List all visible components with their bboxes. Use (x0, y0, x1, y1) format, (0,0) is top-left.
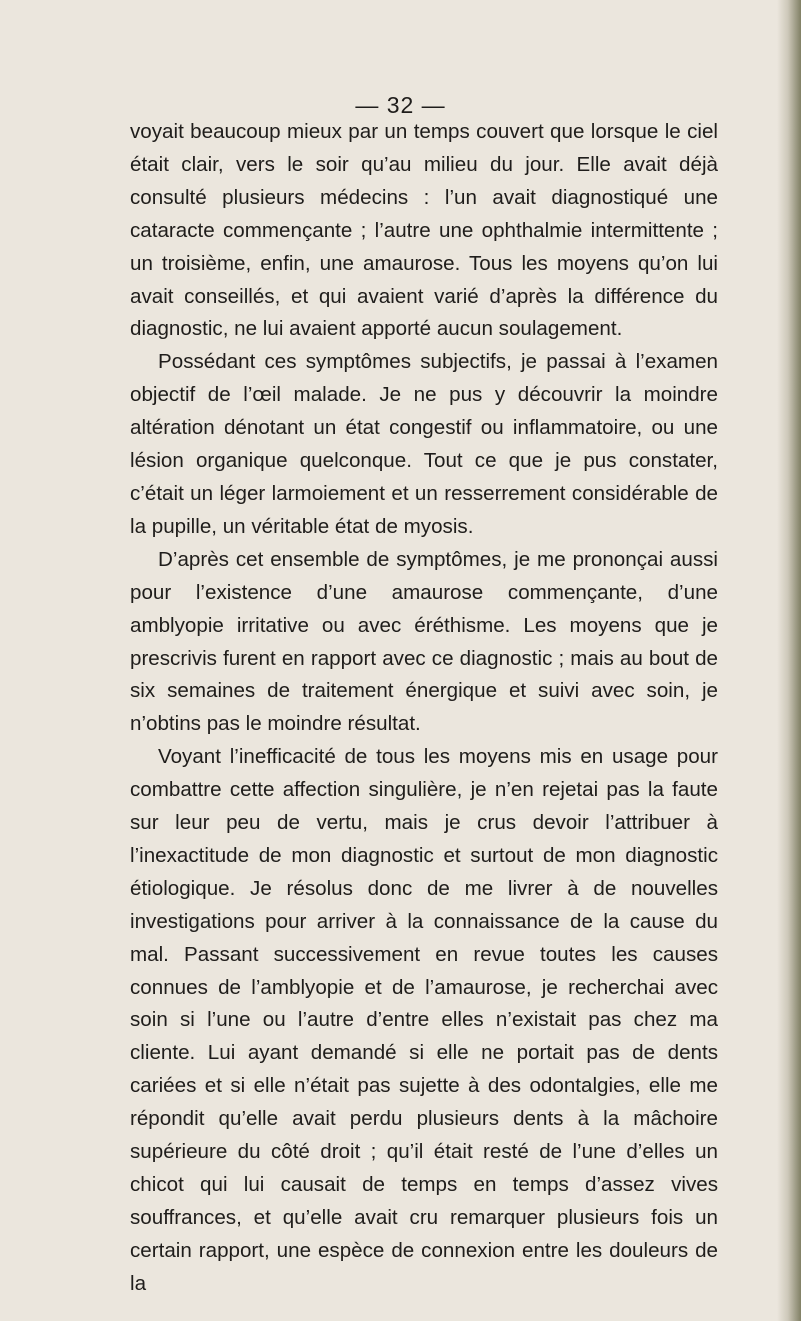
paragraph-continuation: voyait beaucoup mieux par un temps couvert que lorsque le ciel était clair, vers le soir qu’au milieu du jour. Elle avait déjà consulté plusieurs médecins : l’un avait diagnostiqué une cataracte commençante ; l’autre une ophthalmie intermittente ; un troisième, enfin, une amaurose. Tous les moyens qu’on lui avait conseillés, et qui avaient varié d’après la différence du diagnostic, ne lui avaient apporté aucun soulagement. (130, 120, 718, 341)
page-edge-shadow (777, 0, 801, 1321)
paragraph-investigation: Voyant l’inefficacité de tous les moyens mis en usage pour combattre cette affection singulière, je n’en rejetai pas la faute sur leur peu de vertu, mais je crus devoir l’attribuer à l’inexactitude de mon diagnostic et surtout de mon diagnostic étiologique. Je résolus donc de me livrer à de nouvelles investigations pour arriver à la connaissance de la cause du mal. Passant successivement en revue toutes les causes connues de l’amblyopie et de l’amaurose, je recherchai avec soin si l’une ou l’autre d’entre elles n’existait pas chez ma cliente. Lui ayant demandé si elle ne portait pas de dents cariées et si elle n’était pas sujette à des odontalgies, elle me répondit qu’elle avait perdu plusieurs dents à la mâchoire supérieure du côté droit ; qu’il était resté de l’une d’elles un chicot qui lui causait de temps en temps d’assez vives souffrances, et qu’elle avait cru remarquer plusieurs fois un certain rapport, une espèce de connexion entre les douleurs de la (130, 745, 718, 1295)
paragraph-diagnosis: D’après cet ensemble de symptômes, je me prononçai aussi pour l’existence d’une amaurose commençante, d’une amblyopie irritative ou avec éréthisme. Les moyens que je prescrivis furent en rapport avec ce diagnostic ; mais au bout de six semaines de traitement énergique et suivi avec soin, je n’obtins pas le moindre résultat. (130, 547, 718, 736)
paragraph-examination: Possédant ces symptômes subjectifs, je passai à l’examen objectif de l’œil malade. Je ne pus y découvrir la moindre altération dénotant un état congestif ou inflammatoire, ou une lésion organique quelconque. Tout ce que je pus constater, c’était un léger larmoiement et un resserrement considérable de la pupille, un véritable état de myosis. (130, 350, 718, 538)
body-text (130, 116, 718, 1301)
page-number: — 32 — (355, 92, 446, 118)
